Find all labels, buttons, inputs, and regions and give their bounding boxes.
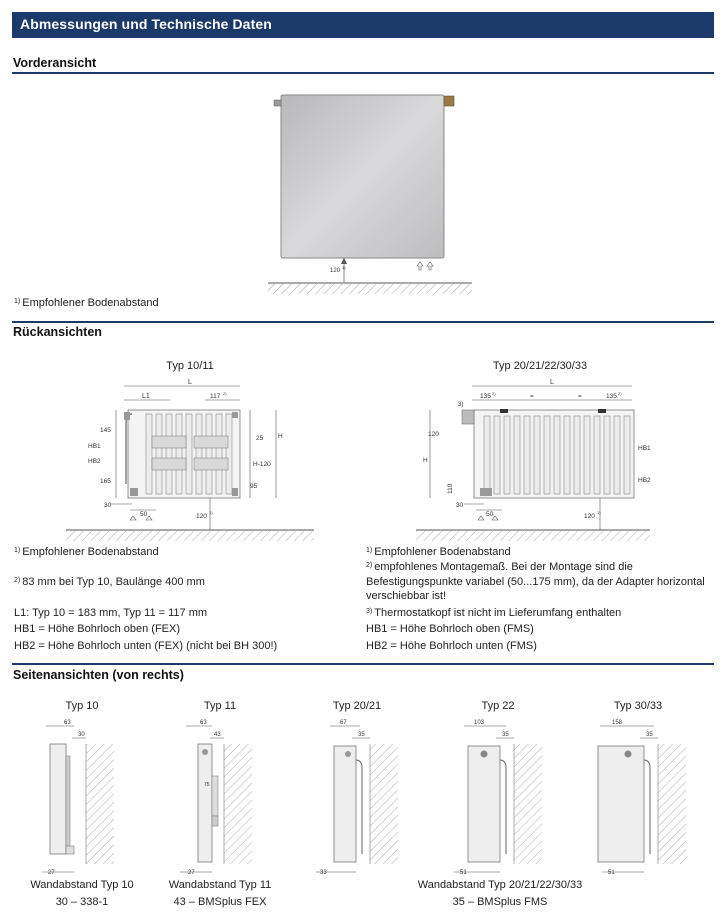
svg-text:=: = <box>578 393 582 400</box>
front-note: $^{1)}$ Empfohlener Bodenabstand <box>14 297 159 309</box>
svg-text:L: L <box>550 379 554 386</box>
section-rule <box>12 321 714 323</box>
side-caption-typ10: Wandabstand Typ 10 <box>30 879 134 891</box>
back-right-note-4: HB1 = Höhe Bohrloch oben (FMS) <box>366 623 534 635</box>
section-rule <box>12 72 714 74</box>
svg-text:117: 117 <box>210 393 221 400</box>
svg-text:H: H <box>278 433 283 440</box>
svg-text:67: 67 <box>340 720 347 726</box>
section-rule <box>12 663 714 665</box>
back-right-note-2c: verschiebbar ist! <box>366 590 447 602</box>
back-right-note-2: $^{2)}$ empfohlenes Montagemaß. Bei der Montage sind die <box>366 561 633 573</box>
svg-text:2): 2) <box>223 391 227 396</box>
svg-text:110: 110 <box>447 483 454 494</box>
front-dim-120: 120 <box>329 268 340 274</box>
svg-text:50: 50 <box>140 511 148 518</box>
svg-text:HB1: HB1 <box>638 445 651 452</box>
svg-text:120: 120 <box>196 513 207 520</box>
svg-text:L: L <box>188 379 192 386</box>
svg-text:H-120: H-120 <box>253 461 271 468</box>
svg-text:1): 1) <box>597 510 601 515</box>
svg-text:120: 120 <box>428 431 439 438</box>
side-caption-typ20-33: Wandabstand Typ 20/21/22/30/33 <box>417 879 583 891</box>
back-left-note-2: $^{2)}$ 83 mm bei Typ 10, Baulänge 400 mm <box>14 576 205 588</box>
svg-text:120: 120 <box>584 513 595 520</box>
back-left-note-4: HB1 = Höhe Bohrloch oben (FEX) <box>14 623 181 635</box>
svg-text:HB1: HB1 <box>88 443 101 450</box>
back-left-note-3: L1: Typ 10 = 183 mm, Typ 11 = 117 mm <box>14 607 208 619</box>
page-title: Abmessungen und Technische Daten <box>20 16 272 32</box>
radiator-panel <box>281 95 444 258</box>
back-right-note-1: $^{1)}$ Empfohlener Bodenabstand <box>366 546 511 558</box>
svg-text:=: = <box>530 393 534 400</box>
svg-text:1): 1) <box>209 510 213 515</box>
section-title-front: Vorderansicht <box>13 56 97 70</box>
svg-text:63: 63 <box>64 720 71 726</box>
svg-text:103: 103 <box>474 720 485 726</box>
svg-text:51: 51 <box>460 870 467 876</box>
svg-text:30: 30 <box>456 502 464 509</box>
back-left-caption: Typ 10/11 <box>166 360 214 372</box>
svg-text:35: 35 <box>358 732 365 738</box>
svg-text:L1: L1 <box>142 393 150 400</box>
svg-text:2): 2) <box>492 391 496 396</box>
svg-text:33: 33 <box>320 870 327 876</box>
svg-text:51: 51 <box>608 870 615 876</box>
svg-text:30: 30 <box>104 502 112 509</box>
back-right-note-5: HB2 = Höhe Bohrloch unten (FMS) <box>366 640 537 652</box>
svg-text:165: 165 <box>100 478 111 485</box>
back-left-note-1: $^{1)}$ Empfohlener Bodenabstand <box>14 546 159 558</box>
svg-text:3): 3) <box>458 402 464 408</box>
side-view-typ20-21 <box>316 720 398 876</box>
side-caption-typ11-value: 43 – BMSplus FEX <box>173 896 267 908</box>
svg-text:27: 27 <box>48 870 55 876</box>
header-bar <box>12 12 714 38</box>
back-right-note-2b: Befestigungspunkte variabel (50...175 mm), da der Adapter horizontal <box>366 576 705 588</box>
side-view-typ11 <box>180 720 252 876</box>
section-title-side: Seitenansichten (von rechts) <box>13 668 184 682</box>
side-type-label: Typ 20/21 <box>332 700 382 712</box>
svg-text:145: 145 <box>100 427 111 434</box>
valve-connector <box>444 96 454 106</box>
side-type-label: Typ 10 <box>65 700 99 712</box>
front-view-diagram <box>260 86 480 298</box>
svg-text:35: 35 <box>646 732 653 738</box>
side-view-typ22 <box>454 720 542 876</box>
back-right-note-3: $^{3)}$ Thermostatkopf ist nicht im Lieferumfang enthalten <box>366 607 622 619</box>
svg-text:50: 50 <box>486 511 494 518</box>
svg-text:25: 25 <box>256 435 264 442</box>
side-view-typ10 <box>42 720 114 876</box>
svg-text:75: 75 <box>204 782 210 788</box>
svg-text:158: 158 <box>612 720 623 726</box>
svg-text:35: 35 <box>502 732 509 738</box>
svg-text:2): 2) <box>618 391 622 396</box>
side-type-label: Typ 30/33 <box>613 700 663 712</box>
side-type-label: Typ 11 <box>203 700 237 712</box>
svg-text:63: 63 <box>200 720 207 726</box>
side-type-label: Typ 22 <box>481 700 515 712</box>
back-view-left-diagram <box>60 376 320 546</box>
svg-text:135: 135 <box>480 393 491 400</box>
svg-text:H: H <box>423 457 428 464</box>
svg-text:HB2: HB2 <box>638 477 651 484</box>
svg-text:30: 30 <box>78 732 85 738</box>
svg-text:135: 135 <box>606 393 617 400</box>
svg-text:HB2: HB2 <box>88 458 101 465</box>
side-view-typ30-33 <box>598 720 686 876</box>
svg-text:1): 1) <box>342 265 346 270</box>
svg-text:27: 27 <box>188 870 195 876</box>
side-caption-typ20-33-value: 35 – BMSplus FMS <box>452 896 548 908</box>
section-title-back: Rückansichten <box>13 325 102 339</box>
side-caption-typ11: Wandabstand Typ 11 <box>168 879 272 891</box>
svg-text:43: 43 <box>214 732 221 738</box>
side-caption-typ10-value: 30 – 338-1 <box>55 896 109 908</box>
side-views-diagram <box>30 716 720 876</box>
back-right-caption: Typ 20/21/22/30/33 <box>492 360 588 372</box>
back-view-right-diagram <box>410 376 670 546</box>
back-left-note-5: HB2 = Höhe Bohrloch unten (FEX) (nicht bei BH 300!) <box>14 640 278 652</box>
svg-text:95: 95 <box>250 483 258 490</box>
